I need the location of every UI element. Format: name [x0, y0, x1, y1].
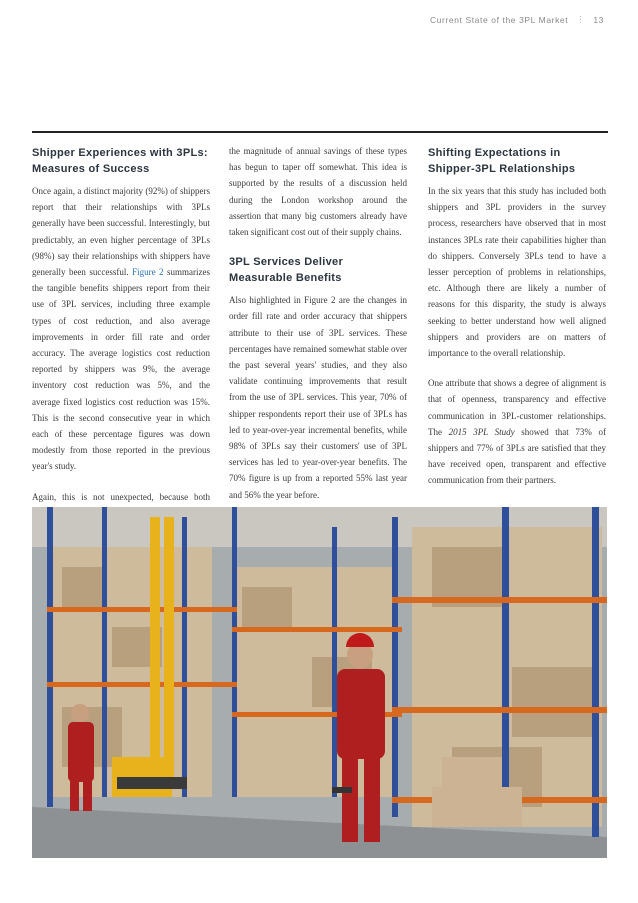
section-rule — [32, 131, 608, 133]
study-title: 2015 3PL Study — [448, 426, 515, 437]
section-heading-shipper-experiences: Shipper Experiences with 3PLs: Measures of Success — [32, 147, 208, 175]
warehouse-illustration — [32, 507, 607, 858]
paragraph: Also highlighted in Figure 2 are the changes in order fill rate and order accuracy that shippers attribute to their use of 3PL services. These percentages have remained somewhat stable over the past several years' studies, and they also validate continuing improvements that result from the use of 3PL services. This year, 70% of shipper respondents report their use of 3PLs has led to year-over-year incremental benefits, while 98% of 3PLs say their customers' use of 3PL services has led to year-over-year benefits. The 70% figure is up from a reported 55% last year and 56% the year before. — [229, 295, 407, 500]
text-span: showed that 73% of shippers and 77% of 3PLs are satisfied that they have received open, transparent and effective communication from their partners. — [428, 426, 606, 486]
figure-2-link[interactable]: Figure 2 — [132, 267, 164, 278]
paragraph — [428, 375, 606, 488]
text-span: One attribute that shows a degree of alignment is that of openness, transparency and effective communication in 3PL-customer relationships. The — [428, 378, 606, 437]
paragraph: the magnitude of annual savings of these types has begun to taper off somewhat. This idea is supported by the results of a discussion held during the London workshop around the assertion that many big customers already have taken significant cost out of their supply chains. — [229, 146, 407, 238]
paragraph: Again, this is not unexpected, because both — [32, 491, 210, 502]
text-span: Once again, a distinct majority (92%) of shippers report that their relationships with 3PLs generally have been successful. Interestingly, but predictably, an even higher percentage of 3PLs (98%) say their relationships with shippers have generally been successful. — [32, 186, 210, 278]
paragraph: In the six years that this study has included both shippers and 3PL providers in the survey process, researchers have observed that in most instances 3PLs rate their capabilities higher than do shippers. Conversely 3PLs tend to have a lesser perception of problems in relationships, etc. Although there are likely a number of reasons for this disparity, the study is always seeking to better understand how well aligned shippers and providers are on matters of importance to the overall relationship. — [428, 186, 606, 359]
column-left — [32, 143, 210, 551]
text-span: summarizes the tangible benefits shippers report from their use of 3PL services, including three example types of cost reduction, and also average improvements in order fill rate and order accuracy. The average logistics cost reduction reported by shippers was 9%, the average inventory cost reduction was 5%, and the average fixed logistics cost reduction was 15%. This is the second consecutive year in which each of these percentage figures was down modestly from those reported in the previous year's study. — [32, 267, 211, 472]
column-middle — [229, 143, 407, 517]
paragraph — [32, 183, 210, 475]
section-heading-3pl-services: 3PL Services Deliver Measurable Benefits — [229, 256, 344, 285]
section-heading-shifting-expectations: Shifting Expectations in Shipper-3PL Relationships — [428, 147, 576, 175]
page-number: 13 — [593, 14, 604, 25]
column-right — [428, 143, 606, 503]
page-header — [430, 14, 604, 25]
running-title: Current State of the 3PL Market — [429, 14, 569, 25]
warehouse-photo — [32, 507, 607, 858]
header-separator: ⋮ — [576, 14, 586, 24]
